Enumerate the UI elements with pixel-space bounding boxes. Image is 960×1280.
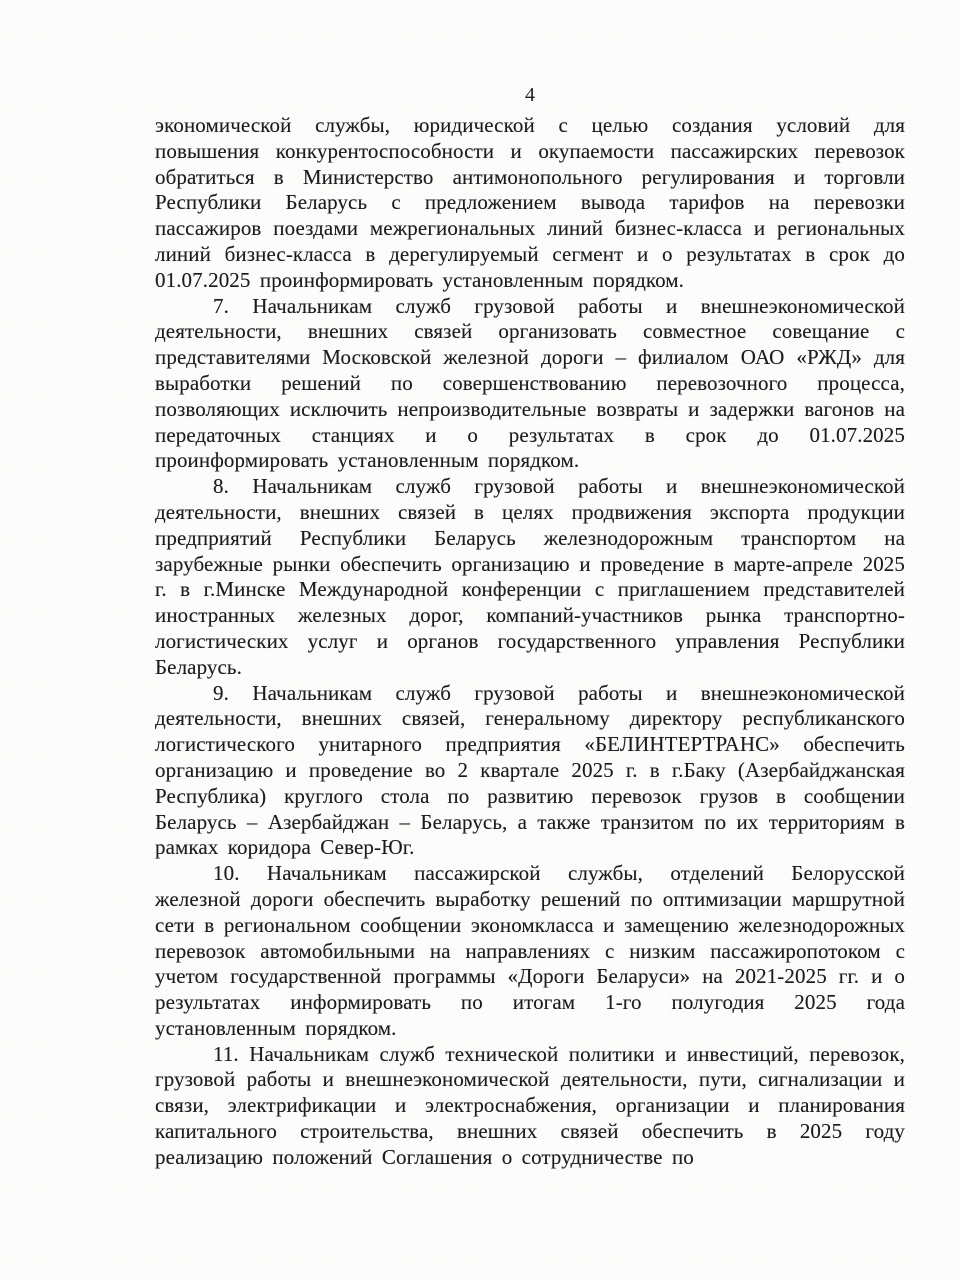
paragraph-item-9: 9. Начальникам служб грузовой работы и внешнеэкономической деятельности, внешних связей, генеральному директору республиканского логистического унитарного предприятия «БЕЛИНТЕРТРАНС» обеспечить организацию и проведение во 2 квартале 2025 г. в г.Баку (Азербайджанская Республика) круглого стола по развитию перевозок грузов в сообщении Беларусь – Азербайджан – Беларусь, а также транзитом по их территориям в рамках коридора Север-Юг.: [155, 680, 905, 860]
paragraph-item-10: 10. Начальникам пассажирской службы, отделений Белорусской железной дороги обеспечить выработку решений по оптимизации маршрутной сети в региональном сообщении экономкласса и замещению железнодорожных перевозок автомобильными на направлениях с низким пассажиропотоком с учетом государственной программы «Дороги Беларуси» на 2021-2025 гг. и о результатах информировать по итогам 1-го полугодия 2025 года установленным порядком.: [155, 861, 905, 1040]
page-number: 4: [525, 84, 535, 106]
paragraph-continuation: экономической службы, юридической с целью создания условий для повышения конкурентоспособности и окупаемости пассажирских перевозок обратиться в Министерство антимонопольного регулирования и торговли Республики Беларусь с предложением вывода тарифов на перевозки пассажиров поездами межрегиональных линий бизнес-класса и региональных линий бизнес-класса в дерегулируемый сегмент и о результатах в срок до 01.07.2025 проинформировать установленным порядком.: [155, 113, 905, 292]
paragraph-item-8: 8. Начальникам служб грузовой работы и внешнеэкономической деятельности, внешних связей в целях продвижения экспорта продукции предприятий Республики Беларусь железнодорожным транспортом на зарубежные рынки обеспечить организацию и проведение в марте-апреле 2025 г. в г.Минске Международной конференции с приглашением представителей иностранных железных дорог, компаний-участников рынка транспортно-логистических услуг и органов государственного управления Республики Беларусь.: [155, 474, 905, 679]
paragraph-item-11: 11. Начальникам служб технической политики и инвестиций, перевозок, грузовой работы и внешнеэкономической деятельности, пути, сигнализации и связи, электрификации и электроснабжения, организации и планирования капитального строительства, внешних связей обеспечить в 2025 году реализацию положений Соглашения о сотрудничестве по: [155, 1041, 905, 1169]
paragraph-item-7: 7. Начальникам служб грузовой работы и внешнеэкономической деятельности, внешних связей организовать совместное совещание с представителями Московской железной дороги – филиалом ОАО «РЖД» для выработки решений по совершенствованию перевозочного процесса, позволяющих исключить непроизводительные возвраты и задержки вагонов на передаточных станциях и о результатах в срок до 01.07.2025 проинформировать установленным порядком.: [155, 293, 905, 473]
